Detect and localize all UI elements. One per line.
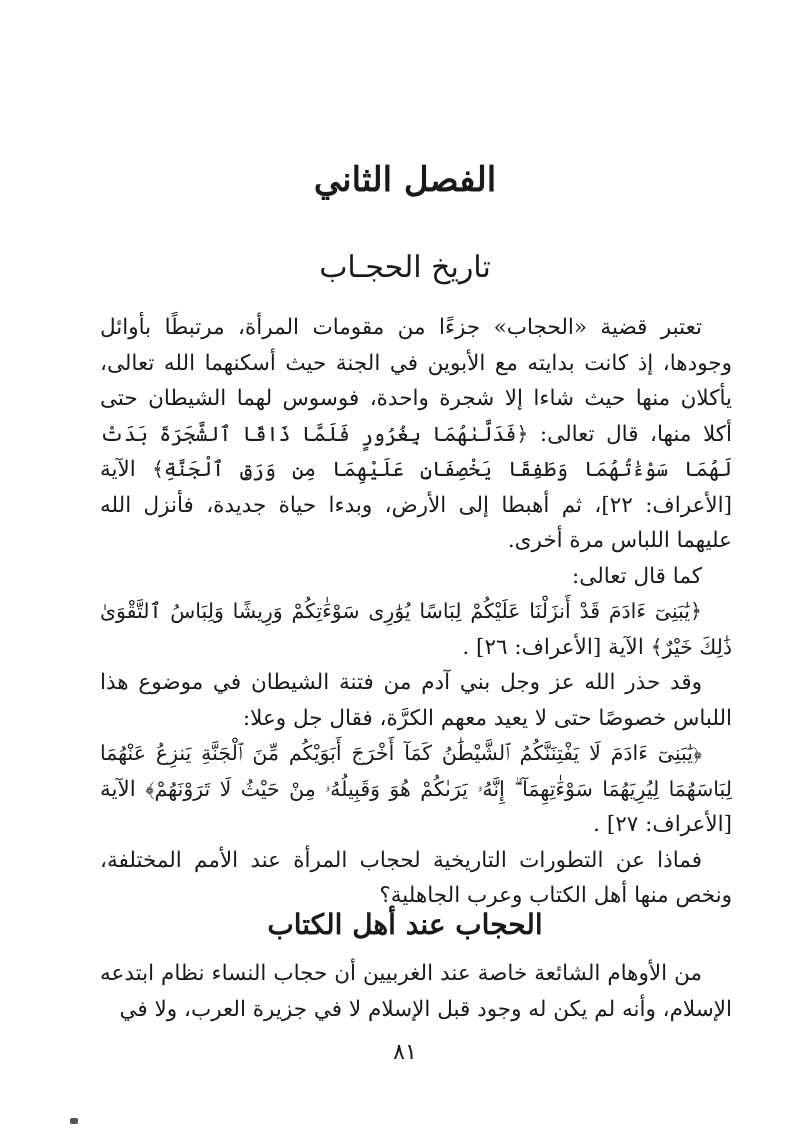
section-title [0,250,810,285]
paragraph-4 [100,843,732,914]
scan-mark [70,1118,78,1124]
section-title-text: تاريخ الحجـاب [319,250,491,285]
quran-verse-1: ﴿فَدَلَّىٰهُمَا بِغُرُورٍ فَلَمَّا ذَاقَا ٱلشَّجَرَةَ بَدَتْ لَهُمَا سَوْءَٰتُهُمَا وَطَفِقَا يَخْصِفَانِ عَلَيْهِمَا مِن وَرَقِ ٱلْجَنَّةِ﴾ [100,421,732,481]
subsection-paragraph: من الأوهام الشائعة خاصة عند الغربيين أن حجاب النساء نظام ابتدعه الإسلام، وأنه لم يكن له وجود قبل الإسلام لا في جزيرة العرب، ولا في [100,961,732,1022]
paragraph-1-text: تعتبر قضية «الحجاب» جزءًا من مقومات المرأة، مرتبطًا بأوائل وجودها، إذ كانت بدايته مع الأبوين في الجنة حيث أسكنهما الله تعالى، يأكلان منها حيث شاءا إلا شجرة واحدة، فوسوس لهما الشيطان حتى أكلا منها، قال تعالى: [100,315,732,447]
paragraph-1 [100,310,732,559]
paragraph-4-text: فماذا عن التطورات التاريخية لحجاب المرأة عند الأمم المختلفة، ونخص منها أهل الكتاب وعرب الجاهلية؟ [100,847,732,908]
quran-verse-2: ﴿يَٰبَنِىٓ ءَادَمَ قَدْ أَنزَلْنَا عَلَيْكُمْ لِبَاسًا يُوَٰرِى سَوْءَٰتِكُمْ وَرِيشًا وَلِبَاسُ ٱلتَّقْوَىٰ ذَٰلِكَ خَيْرٌ﴾ [100,599,732,659]
paragraph-3-verse [100,736,732,843]
subsection-title: الحجاب عند أهل الكتاب [267,908,543,941]
page-number: ٨١ [393,1040,417,1065]
main-text [100,310,732,914]
paragraph-2 [100,559,732,595]
subsection-text [100,956,732,1027]
paragraph-3-end: الآية [الأعراف: ٢٧] . [100,776,732,837]
paragraph-2-end: الآية [الأعراف: ٢٦] . [462,634,644,660]
chapter-title: الفصل الثاني [313,160,497,200]
paragraph-3 [100,665,732,736]
paragraph-2-text: كما قال تعالى: [572,563,702,589]
paragraph-2-verse [100,594,732,665]
paragraph-3-text: وقد حذر الله عز وجل بني آدم من فتنة الشيطان في موضوع هذا اللباس خصوصًا حتى لا يعيد معهم الكرَّة، فقال جل وعلا: [100,670,732,731]
quran-verse-3: ﴿يَٰبَنِىٓ ءَادَمَ لَا يَفْتِنَنَّكُمُ ٱلشَّيْطَٰنُ كَمَآ أَخْرَجَ أَبَوَيْكُم مِّنَ ٱلْجَنَّةِ يَنزِعُ عَنْهُمَا لِبَاسَهُمَا لِيُرِيَهُمَا سَوْءَٰتِهِمَآ ۗ إِنَّهُۥ يَرَىٰكُمْ هُوَ وَقَبِيلُهُۥ مِنْ حَيْثُ لَا تَرَوْنَهُمْ﴾ [100,741,732,801]
paragraph-1-end: الآية [الأعراف: ٢٢]، ثم أهبطا إلى الأرض، وبدءا حياة جديدة، فأنزل الله عليهما اللباس مرة أخرى. [100,457,733,553]
